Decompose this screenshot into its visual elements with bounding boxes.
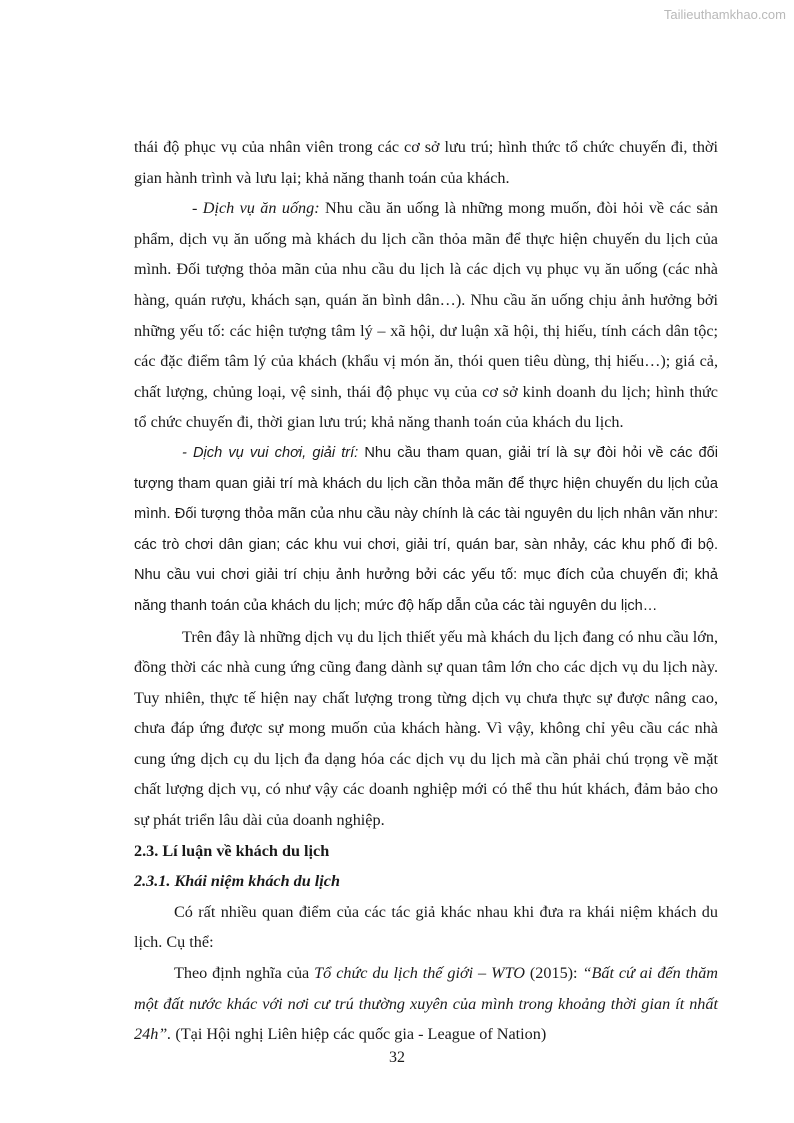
subsection-heading: 2.3.1. Khái niệm khách du lịch bbox=[134, 872, 340, 891]
wto-year: (2015): bbox=[524, 964, 583, 983]
paragraph-entertainment-lead: - Dịch vụ vui chơi, giải trí: bbox=[182, 444, 359, 461]
wto-definition-quote: “Bất cứ ai đến thăm một đất nước khác với nơi cư trú thường xuyên của mình trong khoảng thời gian ít nhất 24h”. bbox=[134, 964, 718, 1044]
paragraph-wto-definition bbox=[134, 958, 718, 1050]
paragraph-food-service-body: Nhu cầu ăn uống là những mong muốn, đòi hỏi về các sản phẩm, dịch vụ ăn uống mà khách du lịch cần thỏa mãn để thực hiện chuyến du lịch của mình. Đối tượng thỏa mãn của nhu cầu du lịch là các dịch vụ phục vụ ăn uống (các nhà hàng, quán rượu, khách sạn, quán ăn bình dân…). Nhu cầu ăn uống chịu ảnh hưởng bởi những yếu tố: các hiện tượng tâm lý – xã hội, dư luận xã hội, thị hiếu, tính cách dân tộc; các đặc điểm tâm lý của khách (khẩu vị món ăn, thói quen tiêu dùng, thị hiếu…); giá cả, chất lượng, chủng loại, vệ sinh, thái độ phục vụ của cơ sở kinh doanh du lịch; hình thức tổ chức chuyến đi, thời gian lưu trú; khả năng thanh toán của khách du lịch. bbox=[134, 199, 718, 432]
paragraph-1: thái độ phục vụ của nhân viên trong các cơ sở lưu trú; hình thức tổ chức chuyến đi, thời gian hành trình và lưu lại; khả năng thanh toán của khách. bbox=[134, 138, 718, 187]
watermark: Tailieuthamkhao.com bbox=[663, 7, 786, 22]
paragraph-concept-intro: Có rất nhiều quan điểm của các tác giả khác nhau khi đưa ra khái niệm khách du lịch. Cụ thể: bbox=[134, 902, 718, 952]
paragraph-summary: Trên đây là những dịch vụ du lịch thiết yếu mà khách du lịch đang có nhu cầu lớn, đồng thời các nhà cung ứng cũng đang dành sự quan tâm lớn cho các dịch vụ du lịch này. Tuy nhiên, thực tế hiện nay chất lượng trong từng dịch vụ chưa thực sự được nâng cao, chưa đáp ứng được sự mong muốn của khách hàng. Vì vậy, không chỉ yêu cầu các nhà cung ứng dịch cụ du lịch đa dạng hóa các dịch vụ du lịch mà cần phải chú trọng về mặt chất lượng dịch vụ, có như vậy các doanh nghiệp mới có thể thu hút khách, đảm bảo cho sự phát triển lâu dài của doanh nghiệp. bbox=[134, 627, 718, 830]
paragraph-food-service-lead: - Dịch vụ ăn uống: bbox=[192, 199, 320, 218]
wto-definition-source: (Tại Hội nghị Liên hiệp các quốc gia - League of Nation) bbox=[171, 1025, 547, 1044]
paragraph-entertainment-body: Nhu cầu tham quan, giải trí là sự đòi hỏi về các đối tượng tham quan giải trí mà khách du lịch cần thỏa mãn để thực hiện chuyến du lịch của mình. Đối tượng thỏa mãn của nhu cầu này chính là các tài nguyên du lịch nhân văn như: các trò chơi dân gian; các khu vui chơi, giải trí, quán bar, sàn nhảy, các khu phố đi bộ. Nhu cầu vui chơi giải trí chịu ảnh hưởng bởi các yếu tố: mục đích của chuyến đi; khả năng thanh toán của khách du lịch; mức độ hấp dẫn của các tài nguyên du lịch… bbox=[134, 444, 718, 614]
page-body bbox=[134, 132, 718, 1050]
page-number: 32 bbox=[389, 1049, 405, 1066]
paragraph-entertainment-service bbox=[134, 438, 718, 622]
wto-organization-name: Tổ chức du lịch thế giới – WTO bbox=[314, 964, 525, 983]
wto-definition-intro: Theo định nghĩa của bbox=[174, 964, 315, 983]
section-heading: 2.3. Lí luận về khách du lịch bbox=[134, 841, 330, 860]
paragraph-food-service bbox=[134, 193, 718, 438]
